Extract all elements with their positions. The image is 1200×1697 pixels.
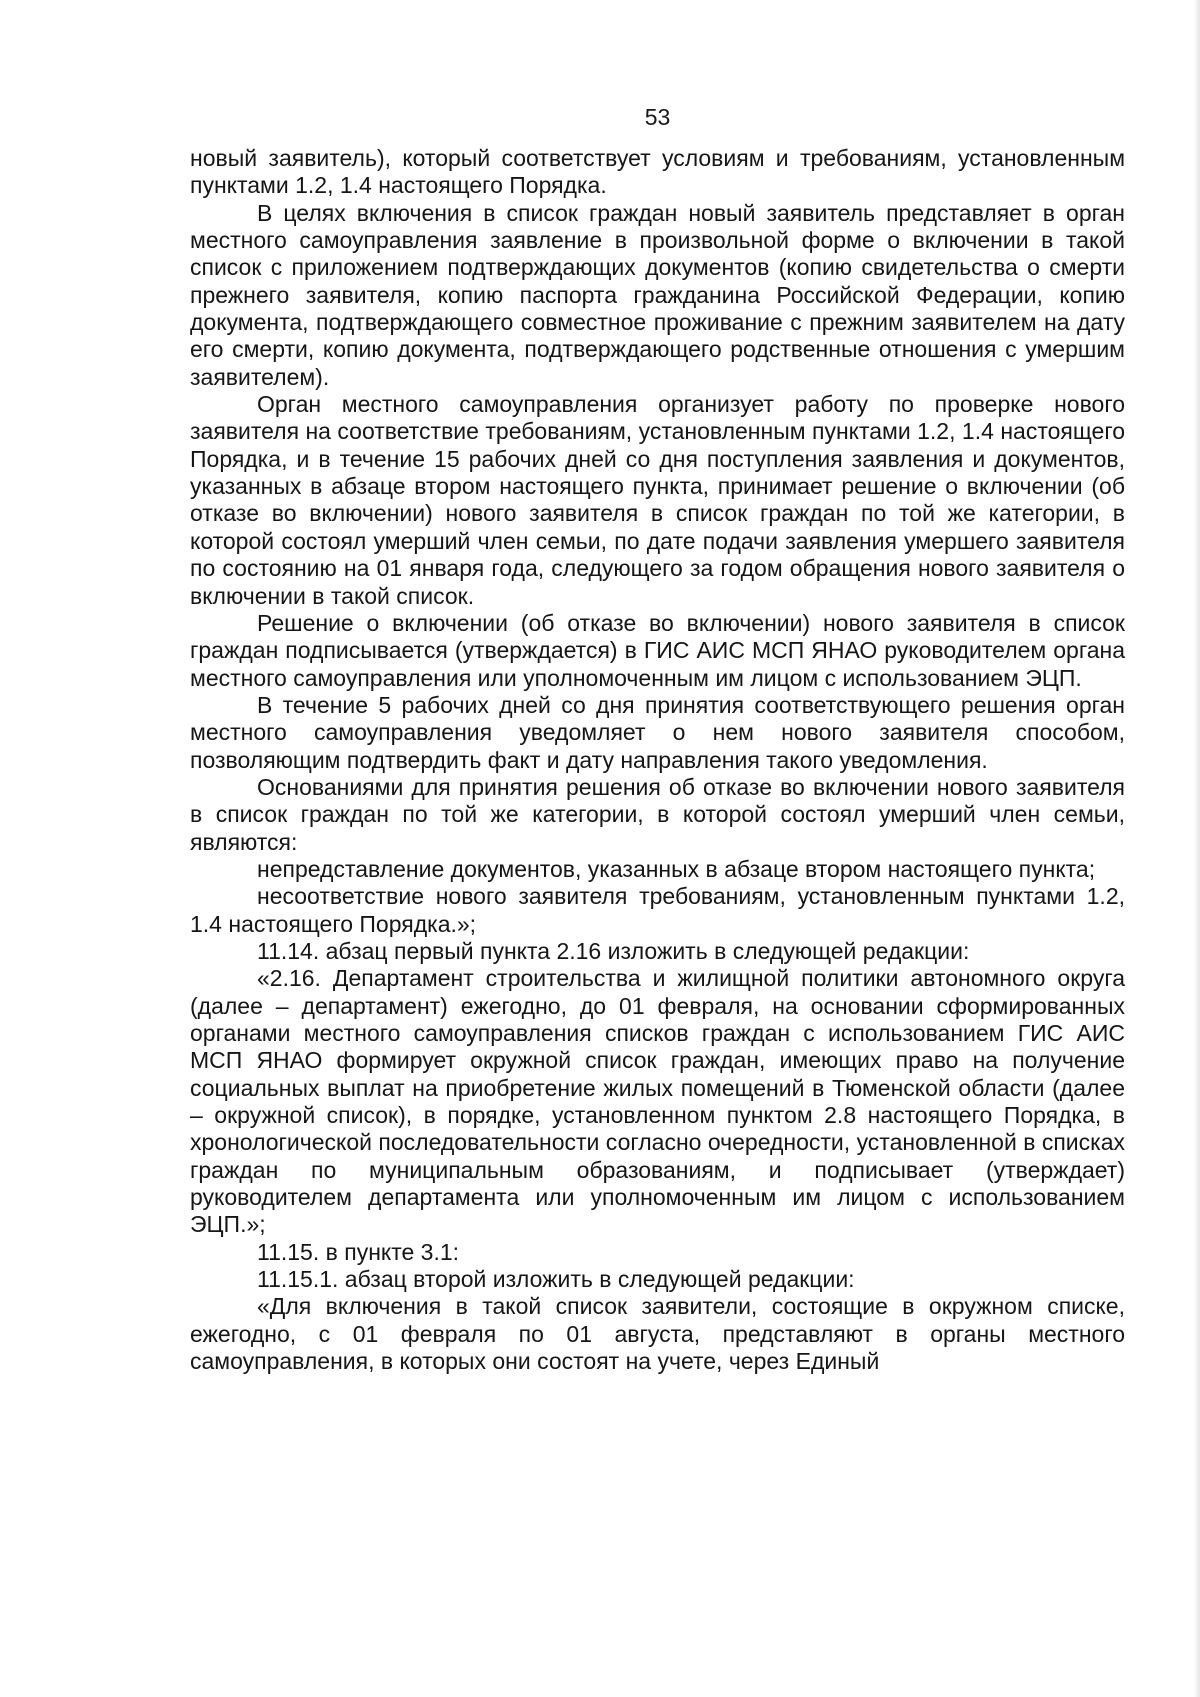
paragraph: В течение 5 рабочих дней со дня принятия соответствующего решения орган местного самоуправления уведомляет о нем нового заявителя способом, позволяющим подтвердить факт и дату направления такого уведомления. — [190, 691, 1125, 773]
paragraph: 11.15.1. абзац второй изложить в следующей редакции: — [257, 1266, 855, 1293]
paragraph: Орган местного самоуправления организует работу по проверке нового заявителя на соответствие требованиям, установленным пунктами 1.2, 1.4 настоящего Порядка, и в течение 15 рабочих дней со дня поступления заявления и документов, указанных в абзаце втором настоящего пункта, принимает решение о включении (об отказе во включении) нового заявителя в список граждан по той же категории, в которой состоял умерший член семьи, по дате подачи заявления умершего заявителя по состоянию на 01 января года, следующего за годом обращения нового заявителя о включении в такой список. — [190, 391, 1125, 609]
page-number: 53 — [644, 104, 671, 130]
paragraph: несоответствие нового заявителя требованиям, установленным пунктами 1.2, 1.4 настоящего Порядка.»; — [190, 883, 1125, 937]
paragraph: «2.16. Департамент строительства и жилищной политики автономного округа (далее – департамент) ежегодно, до 01 февраля, на основании сформированных органами местного самоуправления списков граждан с использованием ГИС АИС МСП ЯНАО формирует окружной список граждан, имеющих право на получение социальных выплат на приобретение жилых помещений в Тюменской области (далее – окружной список), в порядке, установленном пунктом 2.8 настоящего Порядка, в хронологической последовательности согласно очередности, установленной в списках граждан по муниципальным образованиям, и подписывает (утверждает) руководителем департамента или уполномоченным им лицом с использованием ЭЦП.»; — [190, 965, 1125, 1238]
paragraph: непредставление документов, указанных в абзаце втором настоящего пункта; — [257, 855, 1096, 882]
page-edge — [1194, 0, 1200, 1697]
paragraph: новый заявитель), который соответствует условиям и требованиям, установленным пунктами 1.2, 1.4 настоящего Порядка. — [190, 145, 1125, 199]
paragraph: Решение о включении (об отказе во включении) нового заявителя в список граждан подписывается (утверждается) в ГИС АИС МСП ЯНАО руководителем органа местного самоуправления или уполномоченным им лицом с использованием ЭЦП. — [190, 609, 1125, 691]
paragraph: Основаниями для принятия решения об отказе во включении нового заявителя в список граждан по той же категории, в которой состоял умерший член семьи, являются: — [190, 773, 1125, 855]
document-body — [190, 145, 1125, 1375]
paragraph: 11.14. абзац первый пункта 2.16 изложить в следующей редакции: — [257, 937, 970, 964]
paragraph: «Для включения в такой список заявители, состоящие в окружном списке, ежегодно, с 01 февраля по 01 августа, представляют в органы местного самоуправления, в которых они состоят на учете, через Единый — [190, 1293, 1125, 1375]
paragraph: 11.15. в пункте 3.1: — [257, 1238, 460, 1265]
paragraph: В целях включения в список граждан новый заявитель представляет в орган местного самоуправления заявление в произвольной форме о включении в такой список с приложением подтверждающих документов (копию свидетельства о смерти прежнего заявителя, копию паспорта гражданина Российской Федерации, копию документа, подтверждающего совместное проживание с прежним заявителем на дату его смерти, копию документа, подтверждающего родственные отношения с умершим заявителем). — [190, 199, 1125, 390]
